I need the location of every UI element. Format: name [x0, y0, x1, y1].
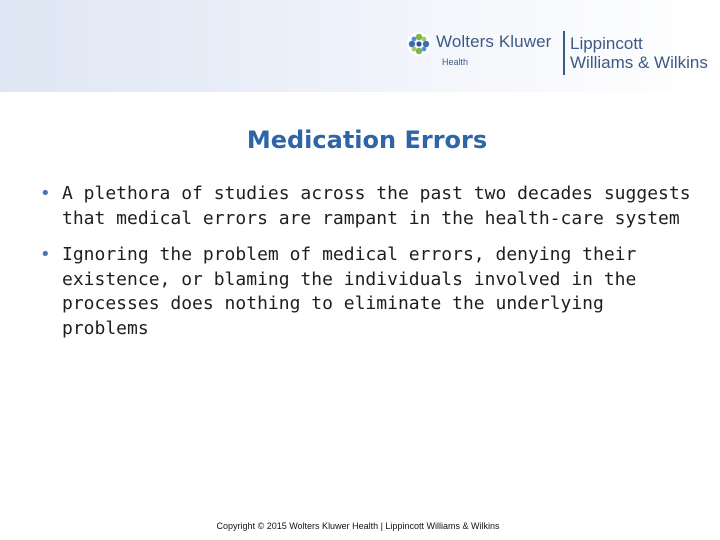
- bullet-text: Ignoring the problem of medical errors, denying their existence, or blaming the individuals involved in the processes does nothing to eliminate the underlying problems: [62, 244, 637, 339]
- publisher-logo: [406, 29, 716, 77]
- bullet-dot-icon: •: [40, 244, 51, 265]
- company-name: Wolters Kluwer: [436, 32, 552, 51]
- wolters-kluwer-logo-icon: [406, 31, 432, 57]
- division-name: Health: [442, 57, 469, 67]
- bullet-text: A plethora of studies across the past two decades suggests that medical errors are rampant in the health-care system: [62, 183, 691, 229]
- imprint-line-2: Williams & Wilkins: [570, 53, 708, 72]
- bullet-list: [40, 182, 700, 353]
- bullet-item: [40, 243, 700, 341]
- logo-divider: [563, 31, 565, 75]
- bullet-dot-icon: •: [40, 183, 51, 204]
- copyright-footer: Copyright © 2015 Wolters Kluwer Health | Lippincott Williams & Wilkins: [216, 521, 500, 531]
- slide-title: Medication Errors: [246, 126, 488, 154]
- imprint-line-1: Lippincott: [570, 34, 643, 53]
- bullet-item: [40, 182, 700, 231]
